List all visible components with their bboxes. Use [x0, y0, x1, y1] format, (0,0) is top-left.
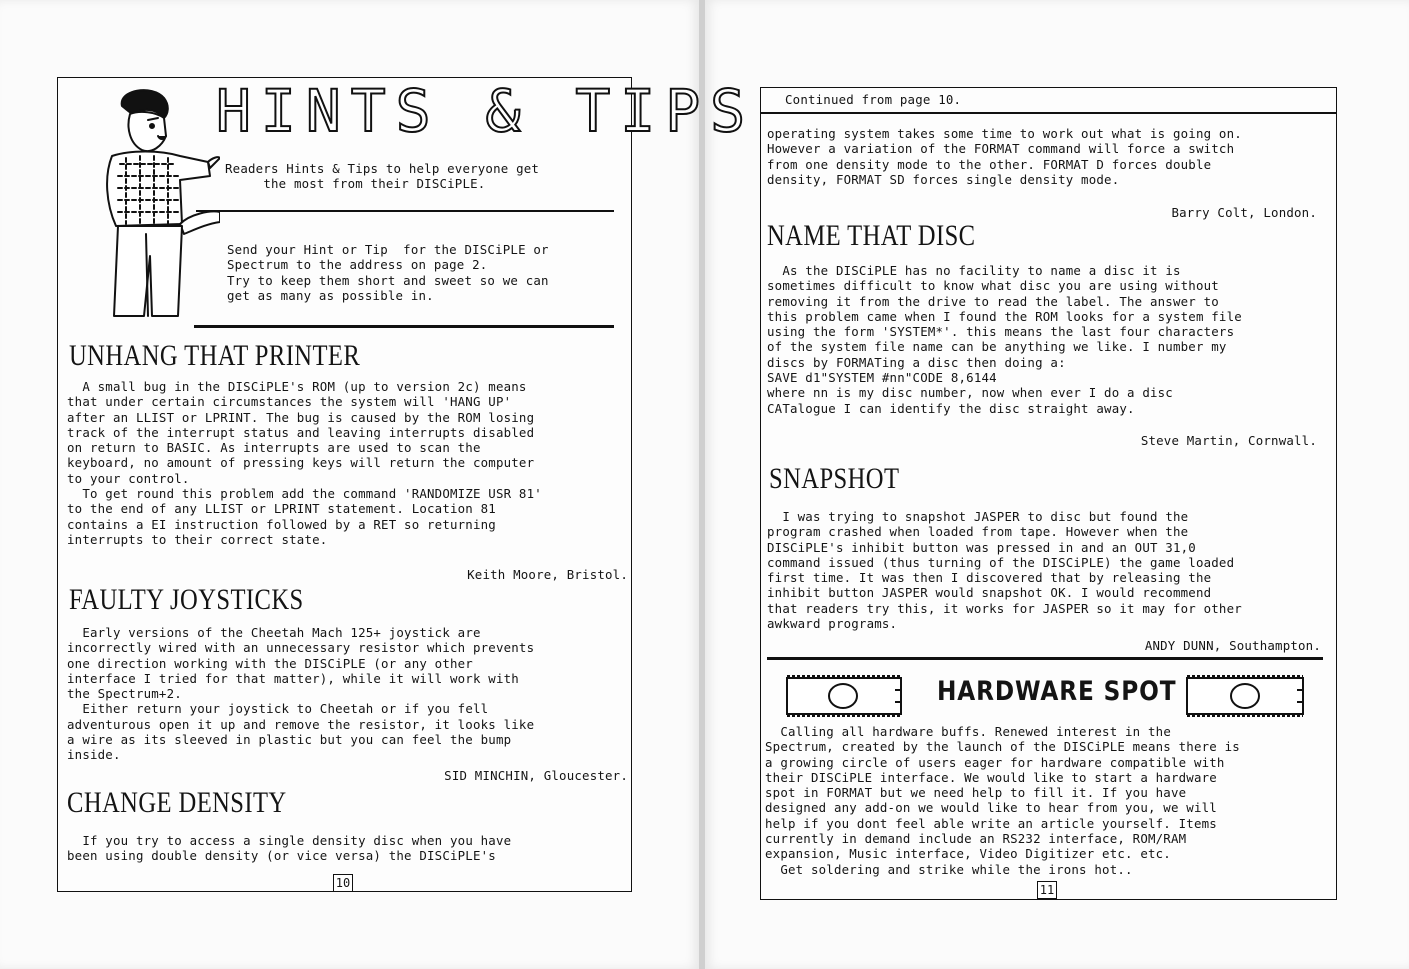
section-body: I was trying to snapshot JASPER to disc but found the program crashed when loaded from tape. However when the DISCiPLE's inhibit button was pressed in and an OUT 31,0 command issued (thus turning of the DISCiPLE) the game loaded first time. It was then I discovered that by releasing the inhibit button JASPER would snapshot OK. I would recommend that readers try this, it works for JASPER so it may for other awkward programs.: [767, 509, 1242, 632]
hardware-divider: [767, 657, 1323, 660]
book-gutter: [699, 0, 705, 969]
signature: ANDY DUNN, Southampton.: [1144, 638, 1321, 653]
signature: Barry Colt, London.: [1171, 205, 1317, 220]
send-instructions: Send your Hint or Tip for the DISCiPLE or Spectrum to the address on page 2. Try to keep them short and sweet so we can get as many as possible in.: [227, 242, 549, 303]
continued-rule: [761, 112, 1336, 114]
signature: SID MINCHIN, Gloucester.: [444, 768, 628, 783]
hints-tips-title: HINTS & TIPS: [216, 77, 756, 145]
chip-right-icon: [1185, 672, 1307, 720]
page-number: 11: [1037, 881, 1057, 899]
pointing-man-illustration: [60, 84, 220, 319]
section-body: Early versions of the Cheetah Mach 125+ joystick are incorrectly wired with an unnecessary resistor which prevents one direction working with the DISCiPLE (or any other interface I tried for that matter), while it will work with the Spectrum+2. Either return your joystick to Cheetah or if you fell adventurous open it up and remove the resistor, it looks like a wire as its sleeved in plastic but you can feel the bump inside.: [67, 625, 535, 763]
chip-left-icon: [785, 672, 905, 720]
right-page-frame: [760, 87, 1337, 900]
signature: Keith Moore, Bristol.: [467, 567, 628, 582]
section-heading: FAULTY JOYSTICKS: [69, 583, 304, 616]
section-divider: [194, 325, 614, 328]
section-heading: SNAPSHOT: [769, 462, 900, 495]
page-number: 10: [333, 874, 353, 892]
continued-body: operating system takes some time to work out what is going on. However a variation of the FORMAT command will force a switch from one density mode to the other. FORMAT D forces double density, FORMAT SD forces single density mode.: [767, 126, 1242, 187]
continued-note: Continued from page 10.: [785, 92, 962, 107]
signature: Steve Martin, Cornwall.: [1140, 433, 1317, 448]
hardware-spot-title: HARDWARE SPOT: [937, 676, 1177, 707]
header-subtitle: Readers Hints & Tips to help everyone get the most from their DISCiPLE.: [225, 161, 540, 192]
section-heading: NAME THAT DISC: [767, 219, 976, 252]
section-body: A small bug in the DISCiPLE's ROM (up to version 2c) means that under certain circumstances the system will 'HANG UP' after an LLIST or LPRINT. The bug is caused by the ROM losing track of the interrupt status and leaving interrupts disabled on return to BASIC. As interrupts are used to scan the keyboard, no amount of pressing keys will return the computer to your control. To get round this problem add the command 'RANDOMIZE USR 81' to the end of any LLIST or LPRINT statement. Location 81 contains a EI instruction followed by a RET so returning interrupts to their correct state.: [67, 379, 542, 547]
hardware-body: Calling all hardware buffs. Renewed interest in the Spectrum, created by the launch of the DISCiPLE means there is a growing circle of users eager for hardware compatible with their DISCiPLE interface. We would like to start a hardware spot in FORMAT but we need help to fill it. If you have designed any add-on we would like to hear from you, we will help if you dont feel able write an article yourself. Items currently in demand include an RS232 interface, ROM/RAM expansion, Music interface, Video Digitizer etc. etc. Get soldering and strike while the irons hot..: [765, 724, 1240, 877]
header-rule: [196, 210, 614, 212]
left-page-frame: [57, 77, 756, 892]
section-body: If you try to access a single density disc when you have been using double density (or vice versa) the DISCiPLE's: [67, 833, 512, 864]
section-heading: CHANGE DENSITY: [67, 786, 287, 819]
section-body: As the DISCiPLE has no facility to name a disc it is sometimes difficult to know what disc you are using without removing it from the drive to read the label. The answer to this problem came when I found the ROM looks for a system file using the form 'SYSTEM*'. this means the last four characters of the system file name can be anything we like. I number my discs by FORMATing a disc then doing a: SAVE d1"SYSTEM #nn"CODE 8,6144 where nn is my disc number, now when ever I do a disc CATalogue I can identify the disc straight away.: [767, 263, 1242, 416]
section-heading: UNHANG THAT PRINTER: [69, 339, 361, 372]
